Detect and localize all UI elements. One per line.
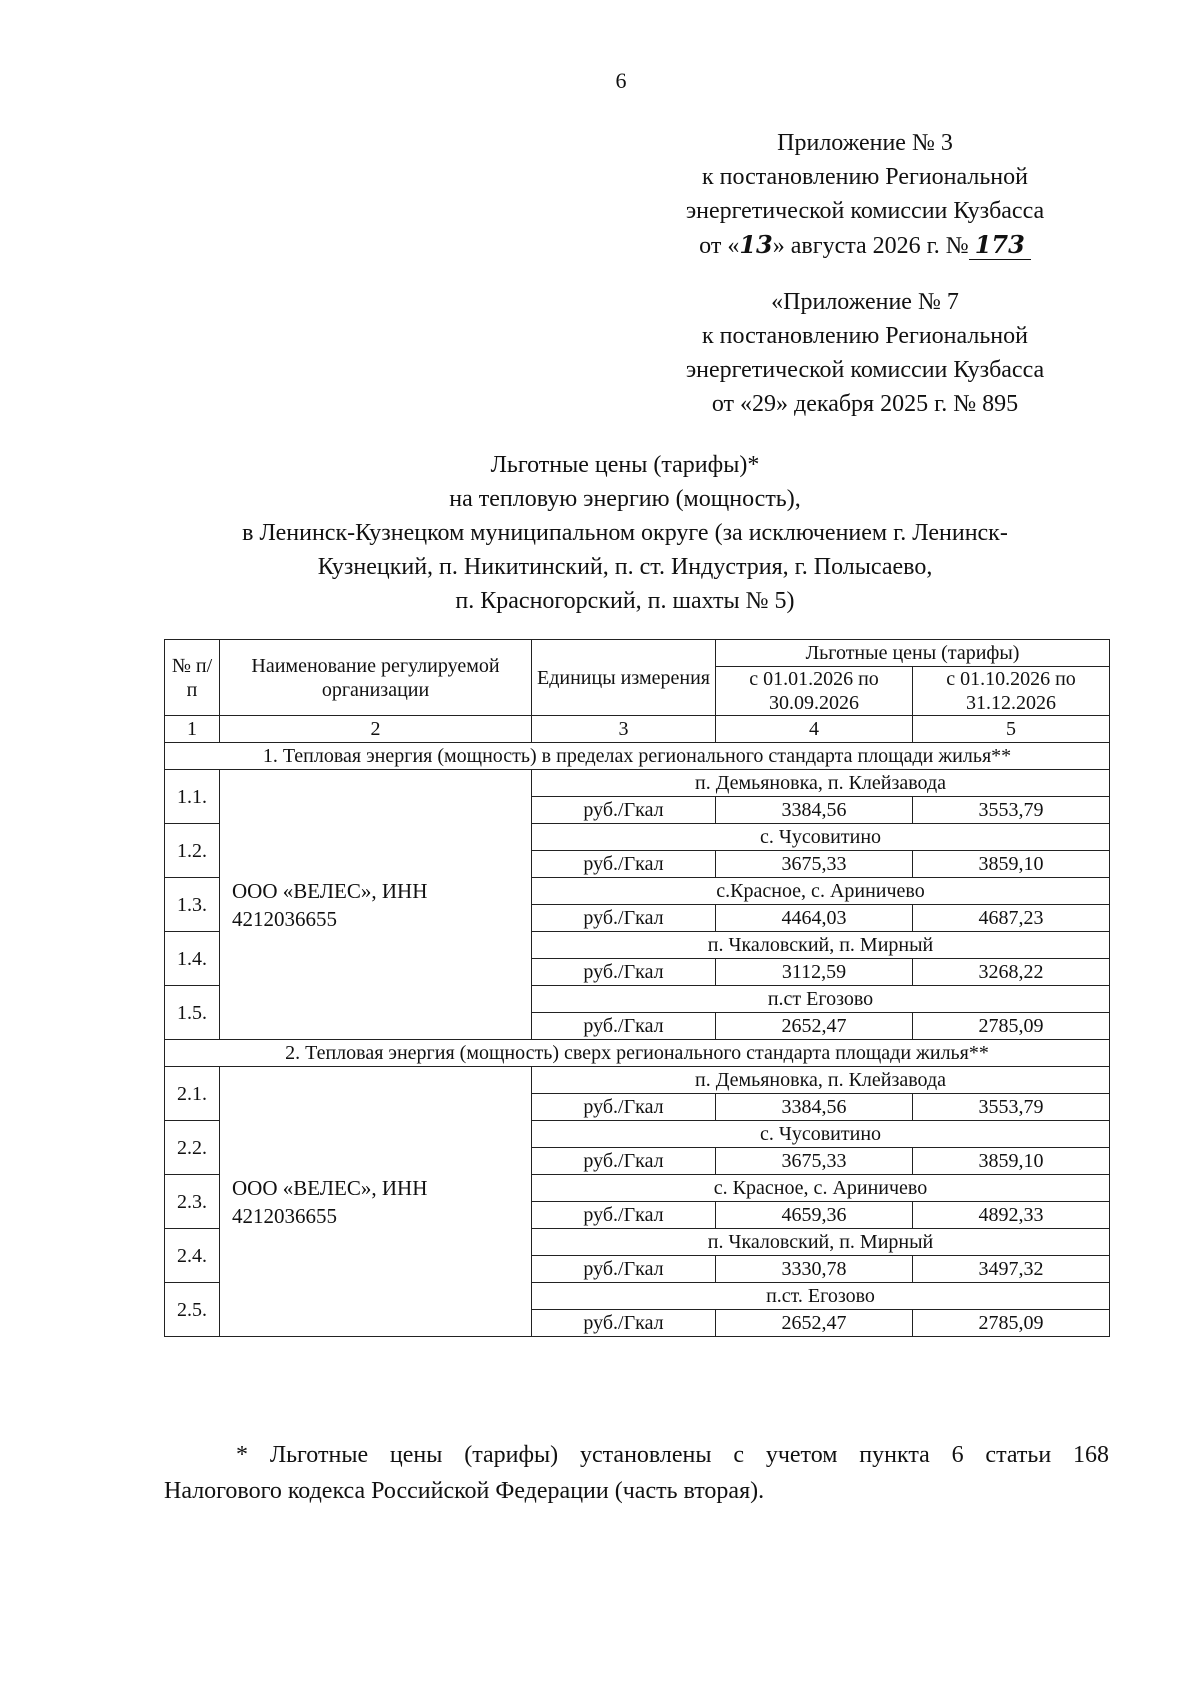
price-period-1: 3675,33 <box>716 851 913 878</box>
row-number: 1.2. <box>165 824 220 878</box>
column-number: 5 <box>913 716 1110 743</box>
header-unit: Единицы измерения <box>532 640 716 716</box>
appendix-header <box>630 126 1100 263</box>
appendix-line: к постановлению Региональной <box>702 164 1028 190</box>
section-title: 2. Тепловая энергия (мощность) сверх регионального стандарта площади жилья** <box>165 1040 1110 1067</box>
location-name: п.ст Егозово <box>532 986 1110 1013</box>
row-number: 2.1. <box>165 1067 220 1121</box>
unit-cell: руб./Гкал <box>532 1310 716 1337</box>
price-period-2: 4892,33 <box>913 1202 1110 1229</box>
title-line: Кузнецкий, п. Никитинский, п. ст. Индустрия, г. Полысаево, <box>317 554 933 580</box>
footnote <box>164 1437 1109 1509</box>
unit-cell: руб./Гкал <box>532 1256 716 1283</box>
location-name: с. Красное, с. Ариничево <box>532 1175 1110 1202</box>
handwritten-number: 173 <box>969 230 1031 260</box>
tariff-table <box>164 639 1110 1337</box>
section-row <box>165 1040 1110 1067</box>
location-name: п. Чкаловский, п. Мирный <box>532 1229 1110 1256</box>
price-period-1: 2652,47 <box>716 1013 913 1040</box>
organization-name: ООО «ВЕЛЕС», ИНН 4212036655 <box>220 1067 532 1337</box>
title-line: Льготные цены (тарифы)* <box>490 452 760 478</box>
appendix-title: Приложение № 3 <box>777 130 953 156</box>
header-period-2: с 01.10.2026 по 31.12.2026 <box>913 667 1110 716</box>
price-period-1: 3112,59 <box>716 959 913 986</box>
date-prefix: от « <box>699 233 740 259</box>
price-period-2: 3553,79 <box>913 797 1110 824</box>
appendix-line: энергетической комиссии Кузбасса <box>685 198 1045 224</box>
location-name: с.Красное, с. Ариничево <box>532 878 1110 905</box>
section-title: 1. Тепловая энергия (мощность) в пределах регионального стандарта площади жилья** <box>165 743 1110 770</box>
price-period-1: 3330,78 <box>716 1256 913 1283</box>
column-number: 2 <box>220 716 532 743</box>
original-appendix-title: «Приложение № 7 <box>771 289 959 315</box>
location-name: п.ст. Егозово <box>532 1283 1110 1310</box>
location-row <box>165 770 1110 797</box>
header-period-1: с 01.01.2026 по 30.09.2026 <box>716 667 913 716</box>
price-period-1: 3384,56 <box>716 797 913 824</box>
row-number: 2.4. <box>165 1229 220 1283</box>
price-period-2: 3859,10 <box>913 851 1110 878</box>
location-name: с. Чусовитино <box>532 824 1110 851</box>
footnote-line: Налогового кодекса Российской Федерации (часть вторая). <box>164 1478 765 1504</box>
header-prices: Льготные цены (тарифы) <box>716 640 1110 667</box>
column-number-row <box>165 716 1110 743</box>
row-number: 2.3. <box>165 1175 220 1229</box>
price-period-2: 3859,10 <box>913 1148 1110 1175</box>
price-period-2: 3268,22 <box>913 959 1110 986</box>
column-number: 1 <box>165 716 220 743</box>
footnote-line: * Льготные цены (тарифы) установлены с учетом пункта 6 статьи 168 <box>236 1442 1109 1468</box>
organization-name: ООО «ВЕЛЕС», ИНН 4212036655 <box>220 770 532 1040</box>
row-number: 1.5. <box>165 986 220 1040</box>
unit-cell: руб./Гкал <box>532 905 716 932</box>
unit-cell: руб./Гкал <box>532 1013 716 1040</box>
row-number: 1.4. <box>165 932 220 986</box>
section-row <box>165 743 1110 770</box>
price-period-2: 3553,79 <box>913 1094 1110 1121</box>
location-name: п. Демьяновка, п. Клейзавода <box>532 770 1110 797</box>
unit-cell: руб./Гкал <box>532 1094 716 1121</box>
price-period-1: 4659,36 <box>716 1202 913 1229</box>
appendix-date <box>630 228 1100 263</box>
price-period-1: 3675,33 <box>716 1148 913 1175</box>
price-period-2: 3497,32 <box>913 1256 1110 1283</box>
location-row <box>165 1067 1110 1094</box>
price-period-2: 2785,09 <box>913 1310 1110 1337</box>
original-appendix-header <box>630 285 1100 421</box>
title-line: в Ленинск-Кузнецком муниципальном округе (за исключением г. Ленинск- <box>242 520 1008 546</box>
header-num: № п/п <box>165 640 220 716</box>
price-period-2: 2785,09 <box>913 1013 1110 1040</box>
original-appendix-line: энергетической комиссии Кузбасса <box>685 357 1045 383</box>
document-title <box>150 448 1100 618</box>
column-number: 4 <box>716 716 913 743</box>
title-line: п. Красногорский, п. шахты № 5) <box>455 588 795 614</box>
original-appendix-line: к постановлению Региональной <box>702 323 1028 349</box>
unit-cell: руб./Гкал <box>532 959 716 986</box>
row-number: 2.5. <box>165 1283 220 1337</box>
unit-cell: руб./Гкал <box>532 797 716 824</box>
title-line: на тепловую энергию (мощность), <box>449 486 801 512</box>
original-appendix-date: от «29» декабря 2025 г. № 895 <box>711 391 1019 417</box>
header-row <box>165 640 1110 667</box>
unit-cell: руб./Гкал <box>532 1148 716 1175</box>
header-org: Наименование регулируемой организации <box>220 640 532 716</box>
column-number: 3 <box>532 716 716 743</box>
row-number: 2.2. <box>165 1121 220 1175</box>
unit-cell: руб./Гкал <box>532 851 716 878</box>
location-name: с. Чусовитино <box>532 1121 1110 1148</box>
price-period-1: 2652,47 <box>716 1310 913 1337</box>
page-number: 6 <box>615 68 627 93</box>
unit-cell: руб./Гкал <box>532 1202 716 1229</box>
location-name: п. Демьяновка, п. Клейзавода <box>532 1067 1110 1094</box>
price-period-1: 3384,56 <box>716 1094 913 1121</box>
handwritten-day: 13 <box>739 230 773 259</box>
date-middle: » августа 2026 г. № <box>772 233 969 259</box>
location-name: п. Чкаловский, п. Мирный <box>532 932 1110 959</box>
price-period-1: 4464,03 <box>716 905 913 932</box>
row-number: 1.3. <box>165 878 220 932</box>
price-period-2: 4687,23 <box>913 905 1110 932</box>
row-number: 1.1. <box>165 770 220 824</box>
